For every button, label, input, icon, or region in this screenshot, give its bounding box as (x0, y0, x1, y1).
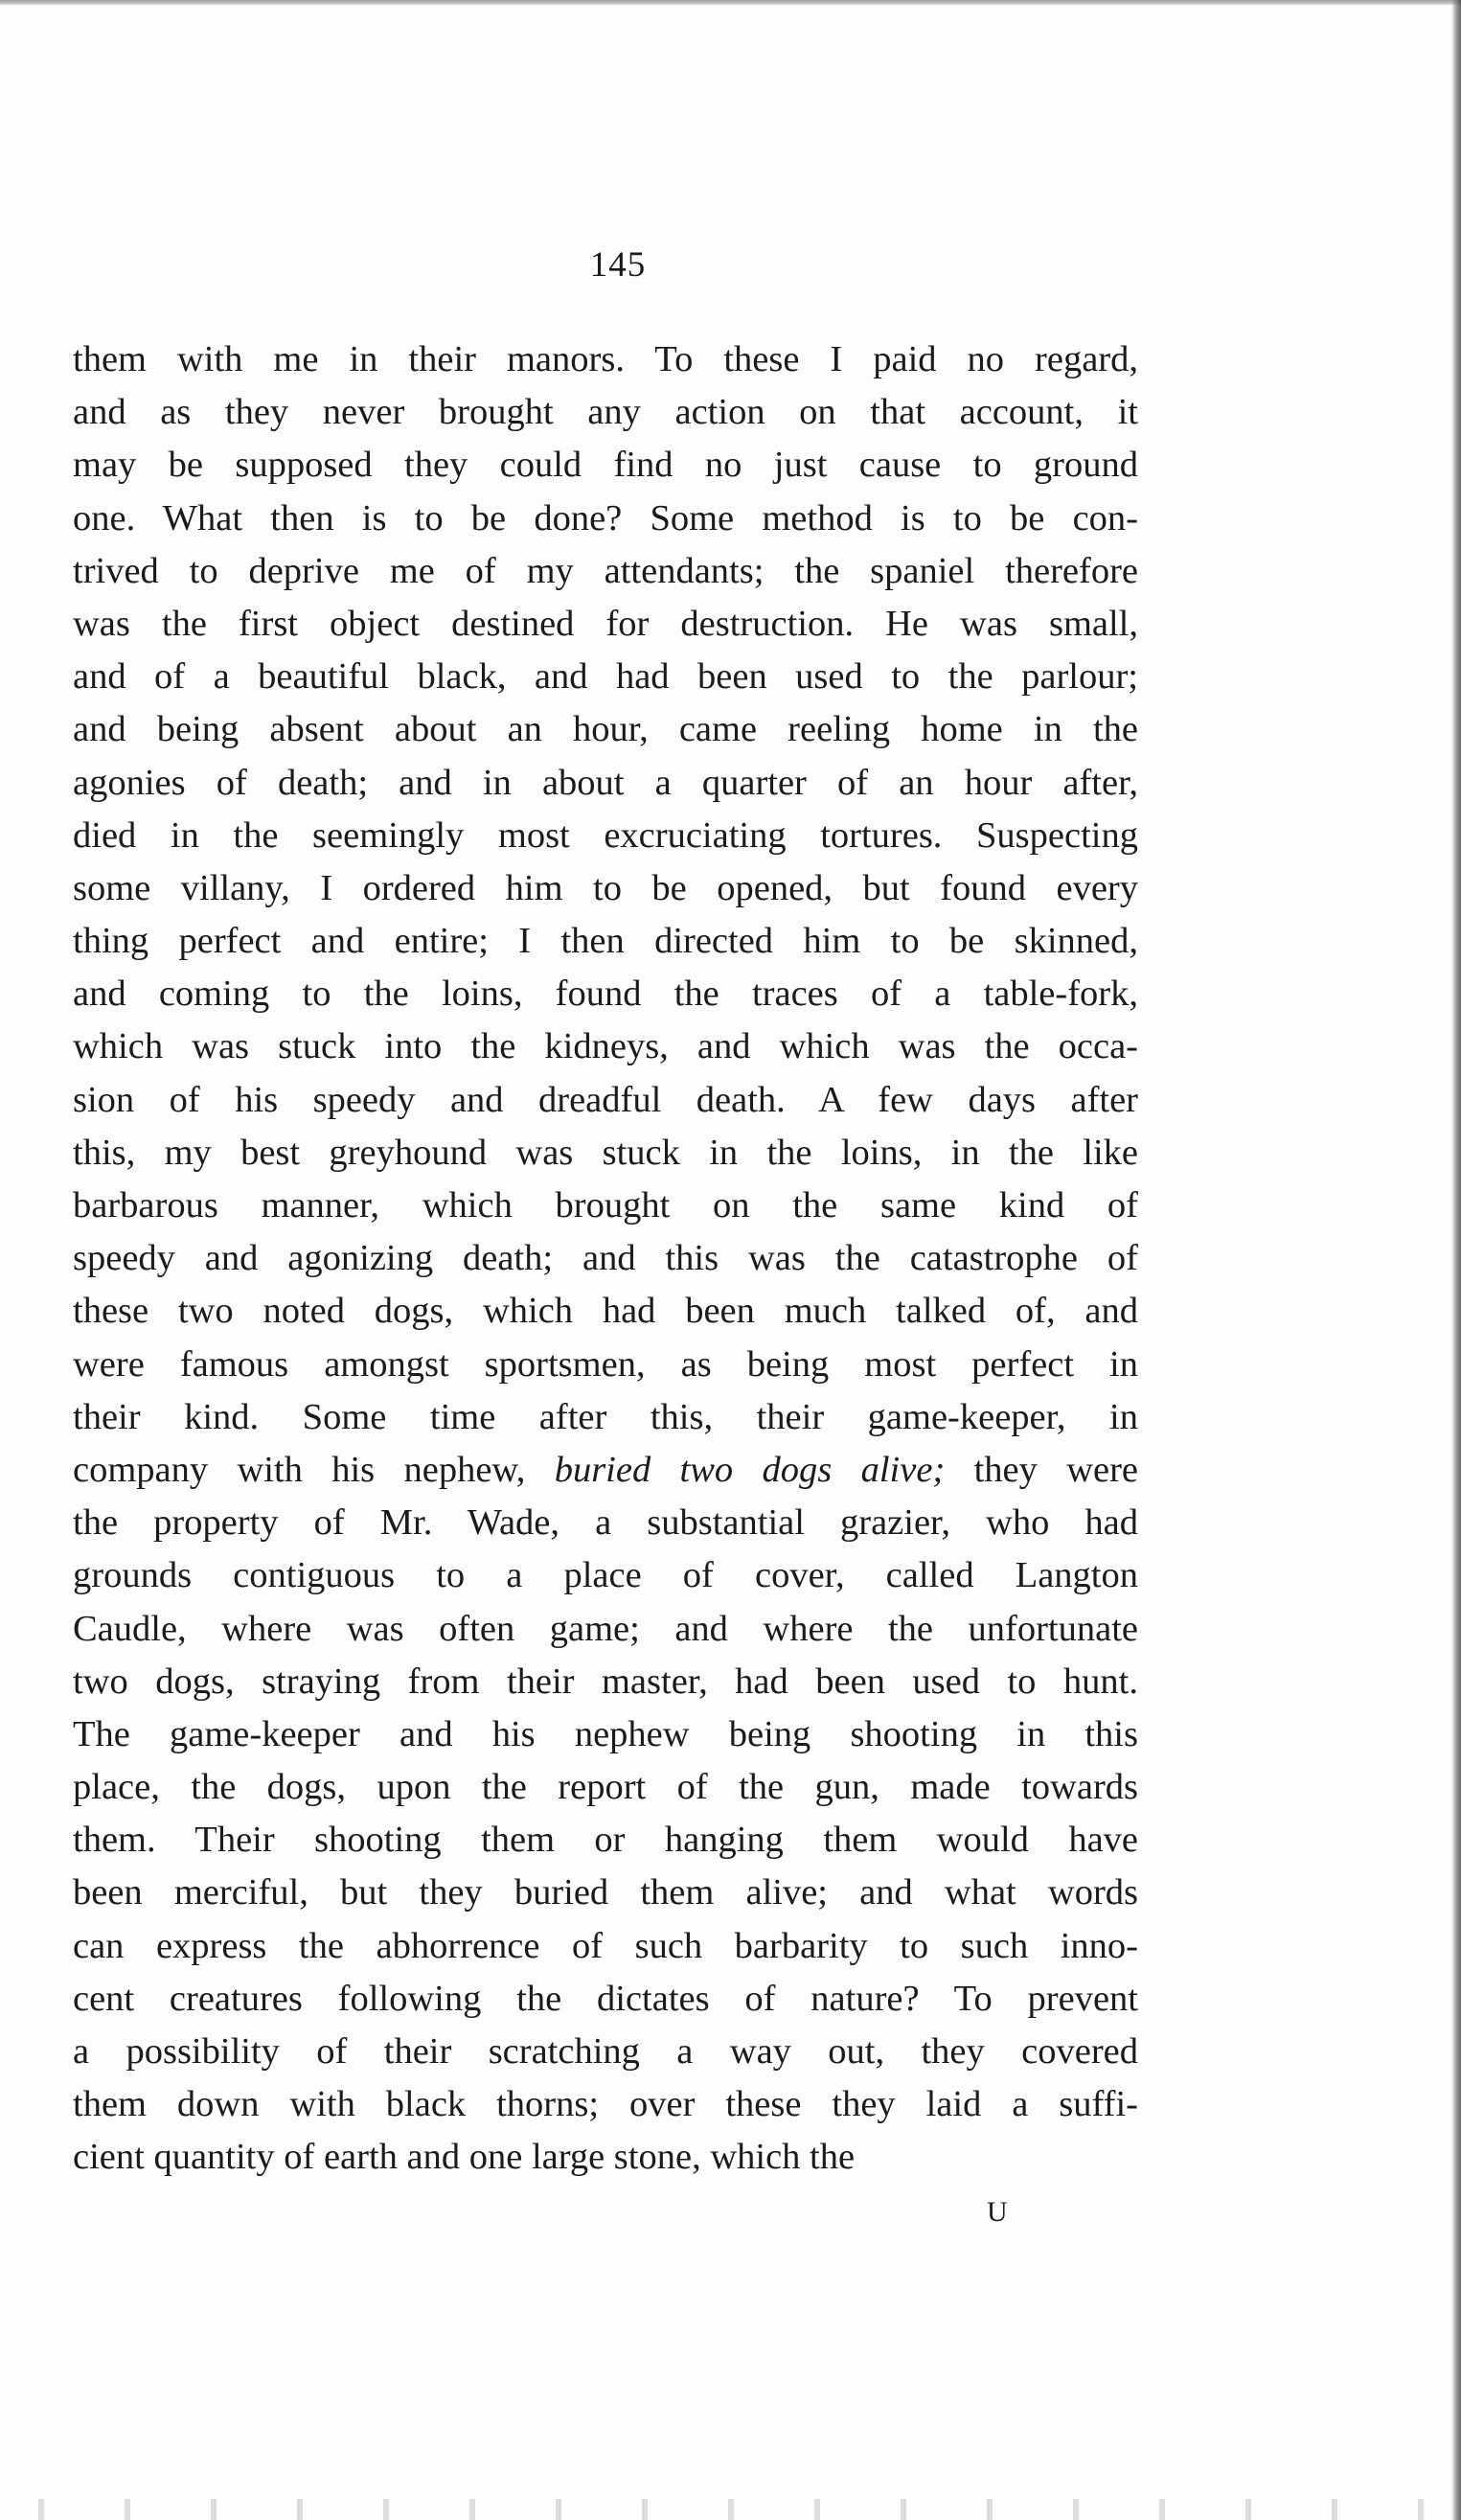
text-line: place, the dogs, upon the report of the gun, made towards (73, 1767, 1138, 1808)
text-line: cent creatures following the dictates of nature? To prevent (73, 1978, 1138, 2019)
text-line: speedy and agonizing death; and this was the catastrophe of (73, 1238, 1138, 1279)
text-line: them with me in their manors. To these I paid no regard, (73, 339, 1138, 379)
text-line: may be supposed they could find no just cause to ground (73, 445, 1138, 486)
body-text (73, 333, 1138, 2185)
text-line: Caudle, where was often game; and where the unfortunate (73, 1608, 1138, 1649)
text-line: cient quantity of earth and one large stone, which the (73, 2137, 856, 2178)
text-line: and coming to the loins, found the traces of a table-fork, (73, 974, 1138, 1015)
text-line: which was stuck into the kidneys, and which was the occa- (73, 1026, 1138, 1067)
page-number: 145 (589, 245, 647, 285)
italic-phrase: buried two dogs alive; (554, 1449, 946, 1490)
text-line: thing perfect and entire; I then directed him to be skinned, (73, 921, 1138, 962)
text-line: one. What then is to be done? Some method is to be con- (73, 497, 1138, 538)
text-line: their kind. Some time after this, their game-keeper, in (73, 1396, 1138, 1437)
text-line: two dogs, straying from their master, had been used to hunt. (73, 1661, 1138, 1702)
text-line: trived to deprive me of my attendants; the spaniel therefore (73, 550, 1138, 591)
text-line: grounds contiguous to a place of cover, called Langton (73, 1555, 1138, 1596)
signature-mark: U (987, 2196, 1009, 2228)
text-line: The game-keeper and his nephew being shooting in this (73, 1713, 1138, 1754)
text-line: and being absent about an hour, came reeling home in the (73, 709, 1138, 750)
scan-top-edge (0, 0, 1461, 6)
text-line: can express the abhorrence of such barbarity to such inno- (73, 1925, 1138, 1966)
scan-bottom-edge (0, 2499, 1461, 2520)
text-line: barbarous manner, which brought on the same kind of (73, 1185, 1138, 1226)
text-line: these two noted dogs, which had been much talked of, and (73, 1291, 1138, 1332)
text-line: some villany, I ordered him to be opened, but found every (73, 867, 1138, 908)
text-line: sion of his speedy and dreadful death. A few days after (73, 1079, 1138, 1120)
text-line: and of a beautiful black, and had been used to the parlour; (73, 656, 1138, 698)
scan-right-edge (1451, 0, 1461, 2520)
text-line: agonies of death; and in about a quarter of an hour after, (73, 762, 1138, 803)
text-line: the property of Mr. Wade, a substantial grazier, who had (73, 1502, 1138, 1544)
text-line: this, my best greyhound was stuck in the loins, in the like (73, 1132, 1138, 1173)
text-line-with-italic (73, 1444, 1138, 1497)
text-line: been merciful, but they buried them alive; and what words (73, 1872, 1138, 1913)
text-segment: company with his nephew, (73, 1449, 555, 1490)
text-segment: they were (945, 1449, 1138, 1490)
text-line: a possibility of their scratching a way out, they covered (73, 2031, 1138, 2072)
text-line: was the first object destined for destruction. He was small, (73, 603, 1138, 644)
text-line: were famous amongst sportsmen, as being most perfect in (73, 1343, 1138, 1385)
text-line: them. Their shooting them or hanging them would have (73, 1820, 1138, 1861)
text-line: died in the seemingly most excruciating tortures. Suspecting (73, 814, 1138, 856)
text-line: and as they never brought any action on that account, it (73, 392, 1138, 433)
text-line: them down with black thorns; over these they laid a suffi- (73, 2084, 1138, 2125)
